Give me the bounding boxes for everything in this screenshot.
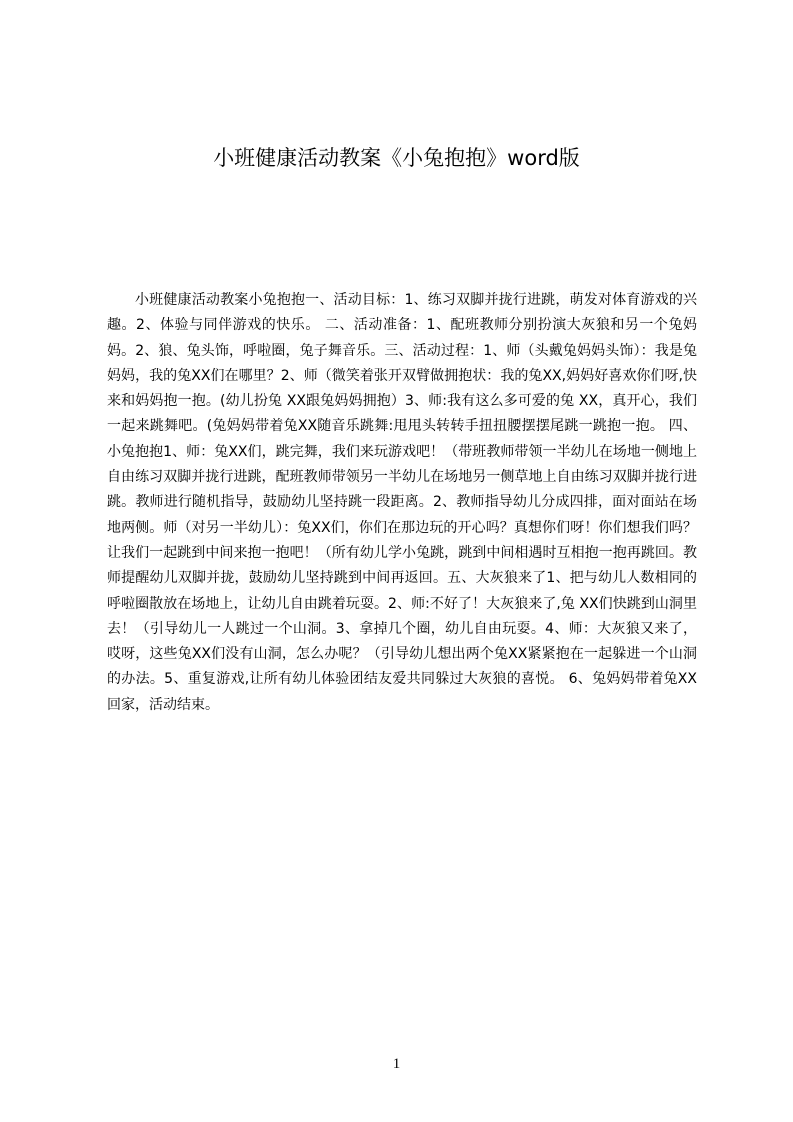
page-title: 小班健康活动教案《小兔抱抱》word版 xyxy=(213,146,580,170)
body-paragraph: 小班健康活动教案小兔抱抱一、活动目标：1、练习双脚并拢行进跳，萌发对体育游戏的兴趣。2、体验与同伴游戏的快乐。 二、活动准备：1、配班教师分别扮演大灰狼和另一个兔妈妈。2、狼、兔头饰，呼啦圈，兔子舞音乐。三、活动过程：1、师（头戴兔妈妈头饰）：我是兔妈妈，我的兔XX们在哪里？2、师（微笑着张开双臂做拥抱状：我的兔XX,妈妈好喜欢你们呀,快来和妈妈抱一抱。(幼儿扮兔 XX跟兔妈妈拥抱）3、师:我有这么多可爱的兔 XX，真开心，我们一起来跳舞吧。(兔妈妈带着兔XX随音乐跳舞:甩甩头转转手扭扭腰摆摆尾跳一跳抱一抱。 四、小兔抱抱1、师：兔XX们，跳完舞，我们来玩游戏吧！（带班教师带领一半幼儿在场地一侧地上自由练习双脚并拢行进跳，配班教师带领另一半幼儿在场地另一侧草地上自由练习双脚并拢行进跳。教师进行随机指导，鼓励幼儿坚持跳一段距离。2、教师指导幼儿分成四排，面对面站在场地两侧。师（对另一半幼儿）：兔XX们，你们在那边玩的开心吗？真想你们呀！你们想我们吗？让我们一起跳到中间来抱一抱吧！（所有幼儿学小兔跳，跳到中间相遇时互相抱一抱再跳回。教师提醒幼儿双脚并拢，鼓励幼儿坚持跳到中间再返回。五、大灰狼来了1、把与幼儿人数相同的呼啦圈散放在场地上，让幼儿自由跳着玩耍。2、师:不好了！大灰狼来了,兔 XX们快跳到山洞里去！（引导幼儿一人跳过一个山洞。3、拿掉几个圈，幼儿自由玩耍。4、师：大灰狼又来了，哎呀，这些兔XX们没有山洞，怎么办呢？（引导幼儿想出两个兔XX紧紧抱在一起躲进一个山洞的办法。5、重复游戏,让所有幼儿体验团结友爱共同躲过大灰狼的喜悦。 6、兔妈妈带着兔XX回家，活动结束。 xyxy=(107,292,697,713)
page-number: 1 xyxy=(392,1056,401,1072)
